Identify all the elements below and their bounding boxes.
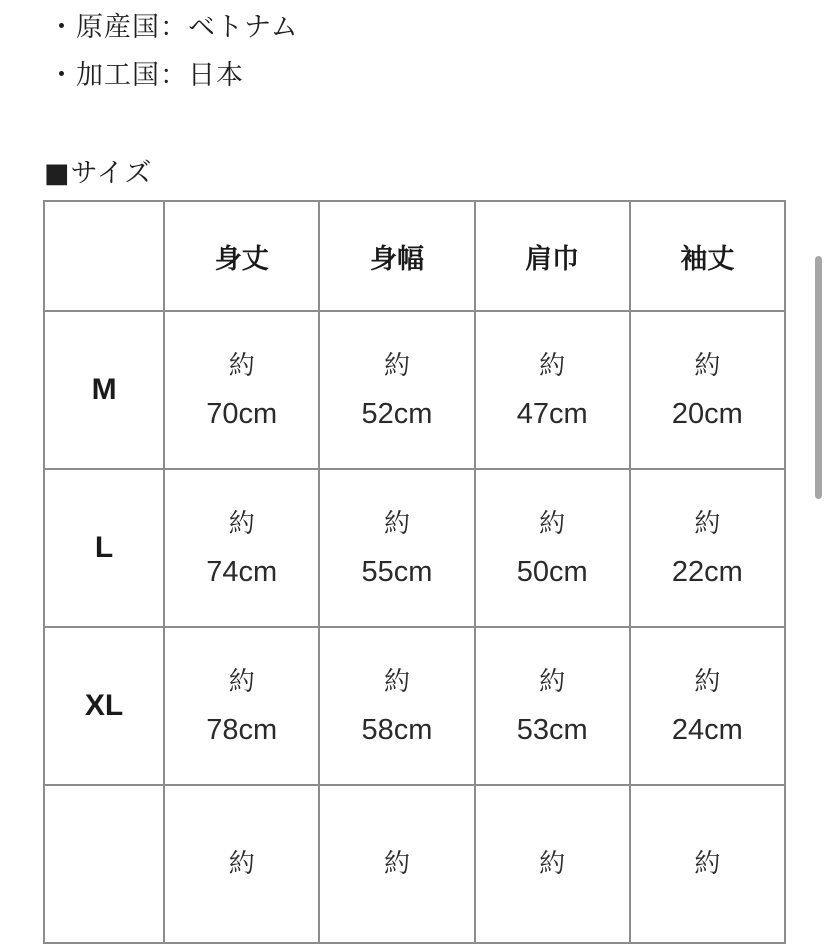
approx-label: 約 <box>383 509 410 539</box>
measurement-value: 58cm <box>361 714 433 746</box>
measurement-value: 24cm <box>671 714 743 746</box>
table-cell <box>630 785 785 943</box>
measurement-value: 22cm <box>671 556 743 588</box>
table-cell <box>475 469 630 627</box>
approx-label: 約 <box>228 509 255 539</box>
header-sleeve-length: 袖丈 <box>630 201 785 311</box>
approx-label: 約 <box>694 509 721 539</box>
table-row <box>44 627 785 785</box>
approx-label: 約 <box>228 351 255 381</box>
size-section-heading: ■サイズ <box>44 158 153 189</box>
approx-label: 約 <box>228 849 255 879</box>
measurement-value: 20cm <box>671 398 743 430</box>
measurement-value: 78cm <box>206 714 278 746</box>
header-body-width: 身幅 <box>319 201 474 311</box>
table-cell <box>630 469 785 627</box>
approx-label: 約 <box>539 667 566 697</box>
approx-label: 約 <box>694 667 721 697</box>
approx-label: 約 <box>539 351 566 381</box>
header-corner-cell <box>44 201 164 311</box>
size-label: L <box>44 469 164 627</box>
table-cell <box>319 785 474 943</box>
table-header-row <box>44 201 785 311</box>
measurement-value: 53cm <box>516 714 588 746</box>
header-shoulder-width: 肩巾 <box>475 201 630 311</box>
measurement-value: 55cm <box>361 556 433 588</box>
table-cell <box>319 627 474 785</box>
processing-country-line: ・加工国：日本 <box>48 60 244 91</box>
header-body-length: 身丈 <box>164 201 319 311</box>
size-table-container <box>43 200 786 879</box>
table-cell <box>475 627 630 785</box>
measurement-value: 70cm <box>206 398 278 430</box>
table-row <box>44 469 785 627</box>
size-label: M <box>44 311 164 469</box>
measurement-value: 74cm <box>206 556 278 588</box>
table-cell <box>164 785 319 943</box>
table-cell <box>630 311 785 469</box>
table-cell <box>475 311 630 469</box>
approx-label: 約 <box>228 667 255 697</box>
table-cell <box>319 311 474 469</box>
vertical-scrollbar-thumb[interactable] <box>815 256 822 499</box>
table-cell <box>475 785 630 943</box>
approx-label: 約 <box>539 849 566 879</box>
size-label: XL <box>44 627 164 785</box>
size-table <box>43 200 786 944</box>
approx-label: 約 <box>694 849 721 879</box>
table-row <box>44 785 785 943</box>
approx-label: 約 <box>383 351 410 381</box>
approx-label: 約 <box>539 509 566 539</box>
table-cell <box>164 311 319 469</box>
origin-country-line: ・原産国：ベトナム <box>48 12 299 43</box>
approx-label: 約 <box>694 351 721 381</box>
measurement-value: 47cm <box>516 398 588 430</box>
table-cell <box>319 469 474 627</box>
approx-label: 約 <box>383 849 410 879</box>
size-label <box>44 785 164 943</box>
table-cell <box>164 469 319 627</box>
table-cell <box>630 627 785 785</box>
approx-label: 約 <box>383 667 410 697</box>
measurement-value: 52cm <box>361 398 433 430</box>
measurement-value: 50cm <box>516 556 588 588</box>
table-row <box>44 311 785 469</box>
table-cell <box>164 627 319 785</box>
